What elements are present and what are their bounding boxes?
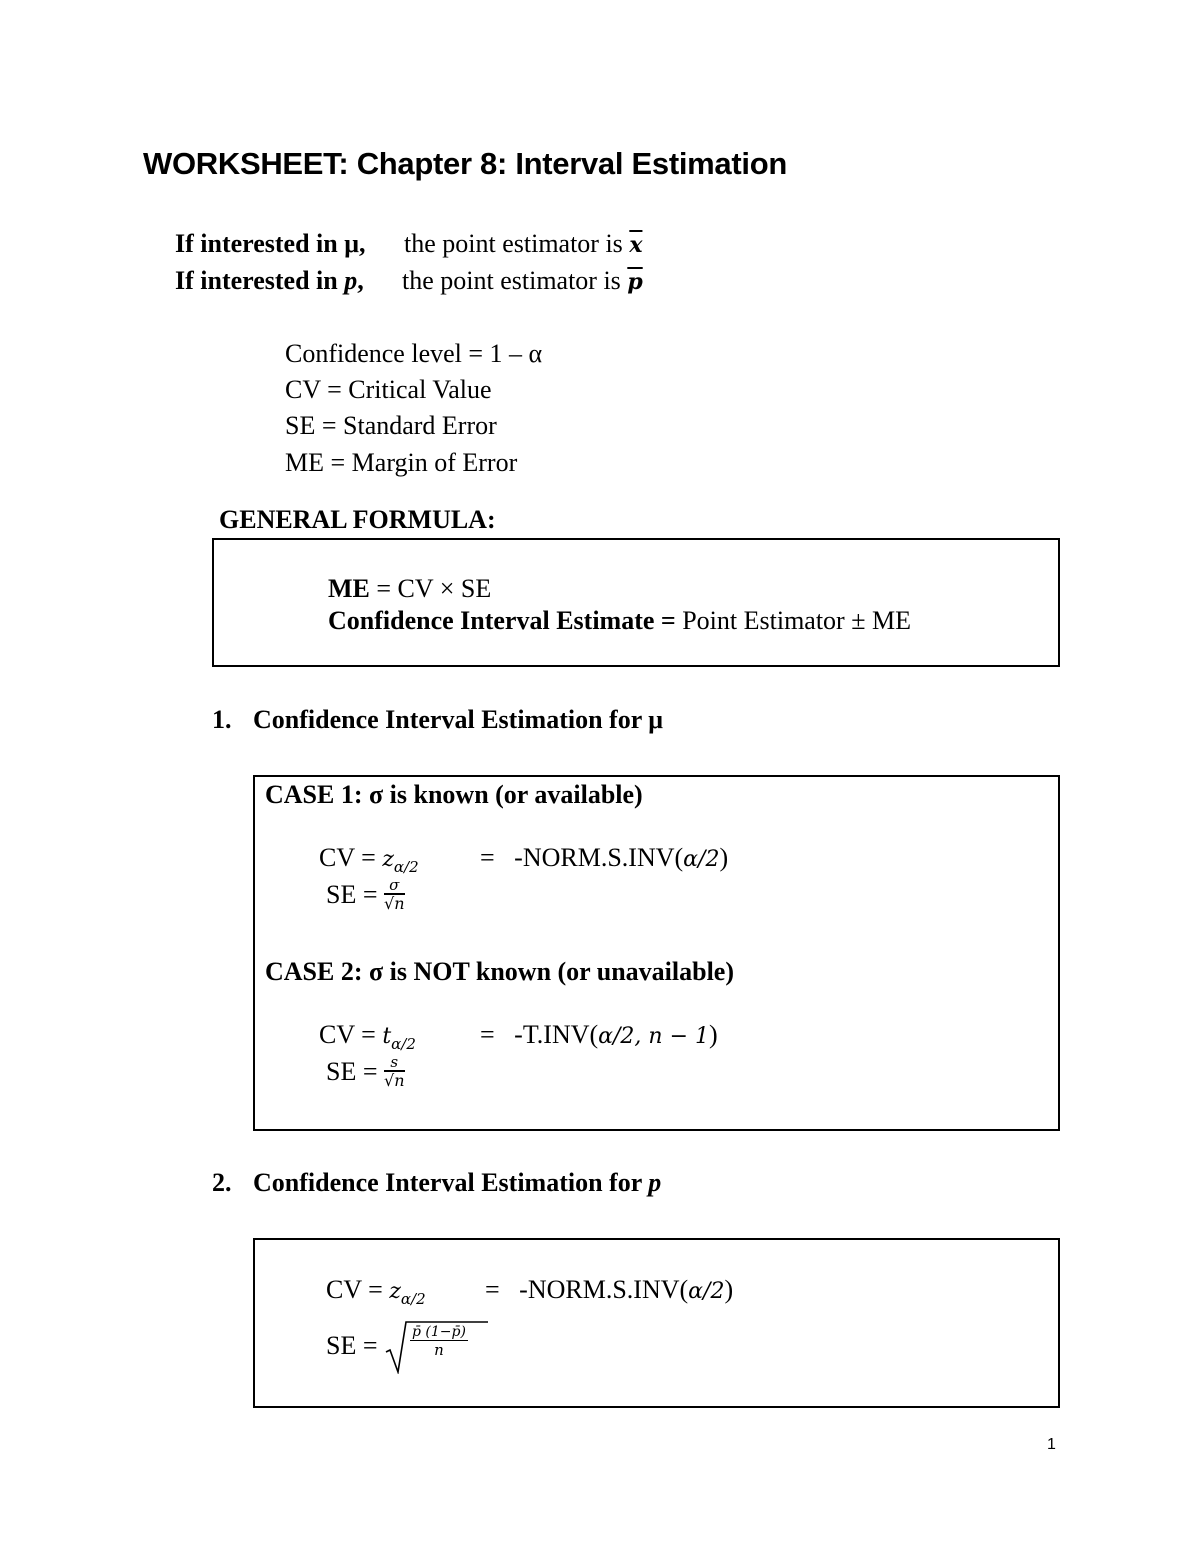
excel-function: -T.INV(: [514, 1020, 599, 1049]
se-fraction: [384, 1054, 405, 1090]
excel-function: -NORM.S.INV(: [519, 1275, 689, 1304]
estimator-text-mu: [404, 229, 642, 259]
case1-cv-excel: [480, 843, 728, 873]
close-paren: ): [719, 843, 729, 872]
se-fraction: [410, 1324, 468, 1359]
estimator-text-p: [402, 266, 643, 296]
excel-argument: α/2: [683, 847, 720, 872]
page-title: WORKSHEET: Chapter 8: Interval Estimation: [143, 146, 787, 181]
se-label: SE =: [326, 1057, 385, 1086]
ci-formula-label: Confidence Interval Estimate =: [328, 606, 676, 635]
page-number: 1: [1047, 1436, 1056, 1453]
section1-number: 1.: [212, 705, 232, 734]
excel-function: -NORM.S.INV(: [514, 843, 684, 872]
sqrt-icon: [384, 1318, 490, 1374]
excel-argument: α/2, n − 1: [598, 1024, 709, 1049]
case1-heading: CASE 1: σ is known (or available): [265, 780, 643, 809]
estimator-text: the point estimator is: [402, 266, 621, 295]
equals-sign: =: [480, 843, 495, 872]
section2-number: 2.: [212, 1168, 232, 1197]
se-numerator: σ: [384, 877, 405, 895]
equals-sign: =: [485, 1275, 500, 1304]
estimator-label: If interested in p,: [175, 266, 364, 295]
cv-label: CV =: [319, 1020, 383, 1049]
alpha-half-subscript: α/2: [393, 858, 419, 876]
se-numerator: p̄ (1−p̄): [412, 1324, 466, 1340]
definition-me: ME = Margin of Error: [285, 448, 518, 477]
general-formula-heading: GENERAL FORMULA:: [219, 505, 496, 534]
case1-cv-row: [319, 843, 419, 876]
section1-box: [253, 775, 1060, 1131]
case2-heading: CASE 2: σ is NOT known (or unavailable): [265, 957, 735, 986]
se-denominator: √n: [384, 894, 405, 913]
cv-label: CV =: [326, 1275, 390, 1304]
ci-formula: [328, 606, 911, 636]
case2-se-row: [326, 1054, 405, 1090]
estimator-label: If interested in μ,: [175, 229, 366, 258]
estimator-line-p: [175, 266, 364, 296]
z-symbol: z: [382, 847, 394, 872]
se-label: SE =: [326, 1331, 385, 1360]
section1-heading: Confidence Interval Estimation for μ: [253, 705, 664, 734]
section2-cv-row: [326, 1275, 426, 1308]
se-fraction: [384, 877, 405, 913]
section2-heading: Confidence Interval Estimation for p: [253, 1168, 662, 1197]
general-formula-box: [212, 538, 1060, 667]
me-formula: [328, 574, 491, 604]
case2-cv-row: [319, 1020, 416, 1053]
case1-se-row: [326, 877, 405, 913]
close-paren: ): [724, 1275, 734, 1304]
alpha-half-subscript: α/2: [391, 1035, 416, 1053]
ci-formula-rest: Point Estimator ± ME: [675, 606, 911, 635]
estimator-text: the point estimator is: [404, 229, 623, 258]
equals-sign: =: [480, 1020, 495, 1049]
p-bar-symbol: $\overline{p}$: [627, 269, 643, 295]
me-formula-label: ME: [328, 574, 370, 603]
definition-confidence-level: Confidence level = 1 – α: [285, 339, 543, 368]
se-denominator: n: [434, 1341, 444, 1359]
section2-box: [253, 1238, 1060, 1408]
z-symbol: z: [389, 1279, 401, 1304]
section2-se-row: [326, 1318, 490, 1374]
estimator-line-mu: [175, 229, 365, 259]
x-bar-symbol: $\overline{x}$: [629, 232, 643, 258]
alpha-half-subscript: α/2: [400, 1290, 426, 1308]
se-denominator: √n: [384, 1071, 405, 1090]
case2-cv-excel: [480, 1020, 718, 1050]
se-numerator: s: [384, 1054, 405, 1072]
close-paren: ): [709, 1020, 718, 1049]
se-label: SE =: [326, 880, 385, 909]
me-formula-rest: = CV × SE: [369, 574, 492, 603]
excel-argument: α/2: [688, 1279, 725, 1304]
definition-cv: CV = Critical Value: [285, 375, 492, 404]
definition-se: SE = Standard Error: [285, 411, 497, 440]
t-symbol: t: [382, 1024, 392, 1049]
section2-cv-excel: [485, 1275, 733, 1305]
cv-label: CV =: [319, 843, 383, 872]
